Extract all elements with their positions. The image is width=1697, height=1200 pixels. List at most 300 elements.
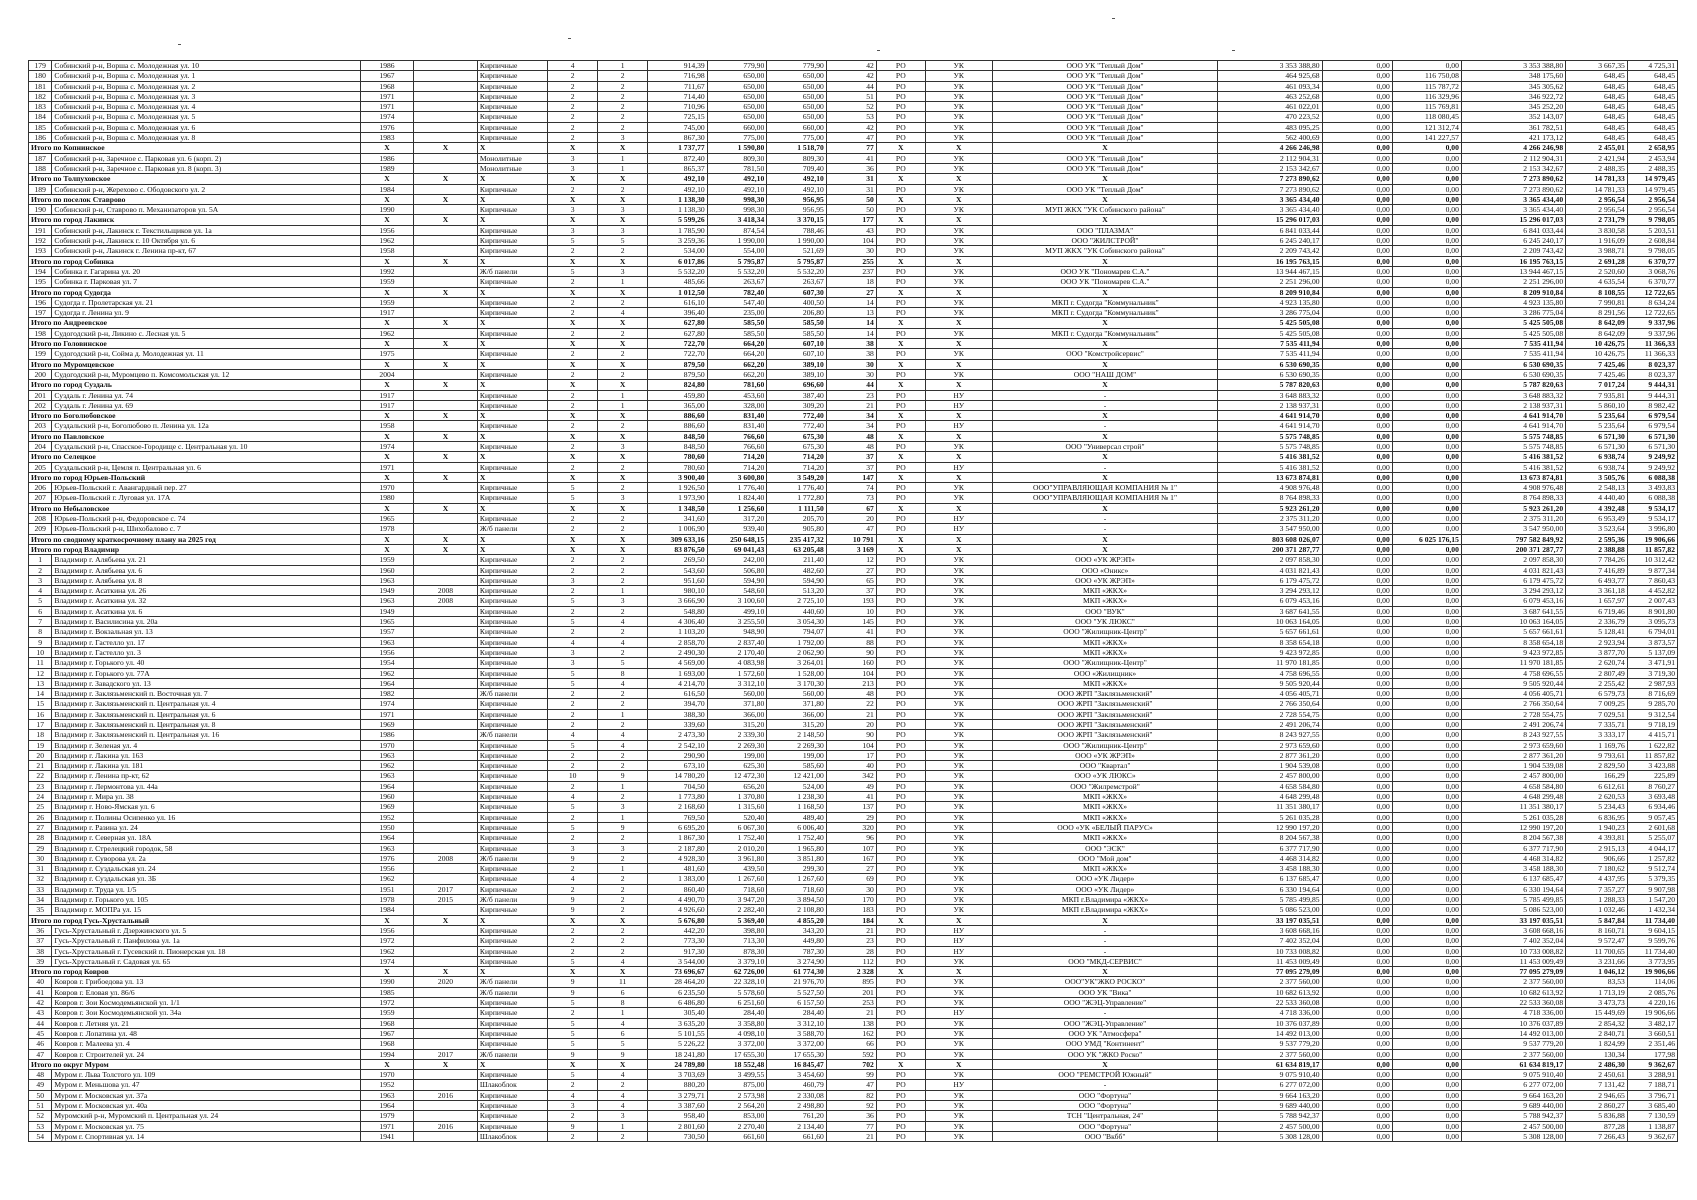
cell-no: 30 [29,853,52,863]
cell-ent: X [598,411,648,421]
cell-f3: 6 179 475,72 [1461,575,1565,585]
cell-f2: 0,00 [1392,215,1461,225]
cell-fl: 2 [548,709,598,719]
cell-addr: Судогодский р-н, Сойма д. Молодежная ул. 11 [52,349,361,359]
cell-liv: 664,20 [707,349,767,359]
cell-cost: 22 533 360,08 [1218,998,1322,1008]
scan-speck [178,44,181,45]
cell-form: РО [876,884,925,894]
cell-f2: 0,00 [1392,637,1461,647]
cell-form: РО [876,843,925,853]
cell-co: ООО УК "Теплый Дом" [992,91,1218,101]
cell-form: РО [876,637,925,647]
cell-repair [414,1111,478,1121]
cell-org: УК [925,1111,992,1121]
cell-wall: Кирпичные [477,81,547,91]
cell-year: 1951 [360,884,413,894]
cell-wall: Кирпичные [477,308,547,318]
cell-p1: 10 426,75 [1566,339,1628,349]
cell-fl: 2 [548,277,598,287]
cell-ent: 2 [598,369,648,379]
cell-year: 1979 [360,1111,413,1121]
cell-p1: 2 915,13 [1566,843,1628,853]
cell-liv: 1 824,40 [707,493,767,503]
cell-co: ООО УМД "Континент" [992,1039,1218,1049]
cell-org: УК [925,205,992,215]
cell-area: 534,00 [648,246,708,256]
cell-liv: 656,20 [707,781,767,791]
cell-repair [414,730,478,740]
cell-p1: 2 548,13 [1566,483,1628,493]
cell-wall: Кирпичные [477,514,547,524]
cell-cost: 16 195 763,15 [1218,256,1322,266]
cell-liv2: 1 990,00 [767,236,827,246]
cell-liv: 317,20 [707,514,767,524]
cell-form: РО [876,905,925,915]
cell-liv: 3 418,34 [707,215,767,225]
cell-co: МКП «ЖКХ» [992,802,1218,812]
cell-form: РО [876,328,925,338]
cell-res: 36 [826,1111,876,1121]
cell-no: 203 [29,421,52,431]
cell-fl: 9 [548,1049,598,1059]
cell-ent: 2 [598,71,648,81]
cell-f2: 0,00 [1392,503,1461,513]
cell-p2: 6 088,38 [1627,493,1677,503]
cell-f3: 4 923 135,80 [1461,297,1565,307]
cell-form: X [876,359,925,369]
cell-liv2: 1 776,40 [767,483,827,493]
cell-p2: 2 956,54 [1627,194,1677,204]
cell-cost: 562 400,69 [1218,133,1322,143]
cell-res: 342 [826,771,876,781]
cell-liv: 1 370,80 [707,792,767,802]
cell-f1: 0,00 [1322,534,1392,544]
cell-f1: 0,00 [1322,122,1392,132]
table-row [29,102,1678,112]
cell-liv: 1 990,00 [707,236,767,246]
cell-p1: 2 421,94 [1566,153,1628,163]
cell-form: РО [876,1121,925,1131]
cell-no: 1 [29,555,52,565]
cell-ent: 4 [598,637,648,647]
cell-cost: 7 535 411,94 [1218,339,1322,349]
cell-f2: 0,00 [1392,1080,1461,1090]
cell-cost: 2 491 206,74 [1218,720,1322,730]
cell-res: 22 [826,699,876,709]
cell-p2: 2 085,76 [1627,987,1677,997]
cell-p1: 2 946,65 [1566,1090,1628,1100]
cell-p2: 11 366,33 [1627,339,1677,349]
cell-addr: Муром г. Московская ул. 37а [52,1090,361,1100]
cell-f3: 3 687 641,55 [1461,606,1565,616]
cell-area: 5 101,55 [648,1028,708,1038]
cell-cost: 6 277 072,00 [1218,1080,1322,1090]
cell-liv: 506,80 [707,565,767,575]
cell-addr: Ковров г. Еловая ул. 86/6 [52,987,361,997]
cell-year: 1972 [360,936,413,946]
cell-no: 49 [29,1080,52,1090]
cell-f2: 0,00 [1392,709,1461,719]
table-row [29,792,1678,802]
cell-org: НУ [925,462,992,472]
cell-no: 191 [29,225,52,235]
cell-liv2: 400,50 [767,297,827,307]
cell-co: X [992,411,1218,421]
cell-liv2: 650,00 [767,102,827,112]
cell-wall: X [477,339,547,349]
cell-f2: 0,00 [1392,380,1461,390]
cell-f1: 0,00 [1322,740,1392,750]
cell-fl: 2 [548,1111,598,1121]
cell-f3: 4 641 914,70 [1461,421,1565,431]
cell-fl: 2 [548,689,598,699]
cell-liv: 1 572,60 [707,668,767,678]
cell-co: ООО УК "Теплый Дом" [992,112,1218,122]
cell-form: X [876,534,925,544]
cell-form: X [876,194,925,204]
table-row [29,627,1678,637]
cell-p2: 8 023,37 [1627,359,1677,369]
cell-fl: 2 [548,936,598,946]
cell-f3: 13 673 874,81 [1461,472,1565,482]
cell-f2: 0,00 [1392,1111,1461,1121]
cell-fl: 2 [548,925,598,935]
cell-p1: 3 830,58 [1566,225,1628,235]
cell-repair [414,575,478,585]
cell-addr: Гусь-Хрустальный г. Гусевский п. Пионерская ул. 18 [52,946,361,956]
cell-addr: Владимир г. Горького ул. 105 [52,895,361,905]
cell-fl: 3 [548,575,598,585]
cell-p2: 9 599,76 [1627,936,1677,946]
cell-f2: 0,00 [1392,689,1461,699]
cell-f3: 8 358 654,18 [1461,637,1565,647]
cell-wall: X [477,411,547,421]
cell-co: - [992,1080,1218,1090]
cell-fl: 2 [548,308,598,318]
cell-year: 1975 [360,349,413,359]
cell-addr: Юрьев-Польский г. Авангардный пер. 27 [52,483,361,493]
cell-addr: Владимир г. МОПРа ул. 15 [52,905,361,915]
cell-f2: 0,00 [1392,514,1461,524]
cell-org: УК [925,102,992,112]
table-row [29,586,1678,596]
cell-year: 1967 [360,71,413,81]
cell-form: РО [876,441,925,451]
cell-addr: Итого по город Юрьев-Польский [29,472,361,482]
cell-addr: Владимир г. Заклязьменский п. Восточная ул. 7 [52,689,361,699]
cell-f3: 5 086 523,00 [1461,905,1565,915]
cell-area: 4 214,70 [648,678,708,688]
cell-p2: 3 471,91 [1627,658,1677,668]
cell-area: 309 633,16 [648,534,708,544]
cell-cost: 7 402 352,04 [1218,936,1322,946]
cell-co: X [992,174,1218,184]
cell-wall: Кирпичные [477,946,547,956]
cell-res: 18 [826,277,876,287]
cell-cost: 3 547 950,00 [1218,524,1322,534]
cell-fl: 2 [548,699,598,709]
cell-res: 77 [826,1121,876,1131]
cell-p1: 906,66 [1566,853,1628,863]
cell-form: РО [876,71,925,81]
cell-liv: 650,00 [707,71,767,81]
cell-year: 1984 [360,905,413,915]
cell-f1: 0,00 [1322,1080,1392,1090]
cell-repair [414,153,478,163]
cell-fl: 9 [548,853,598,863]
cell-wall: Кирпичные [477,246,547,256]
cell-form: РО [876,308,925,318]
table-row [29,61,1678,71]
cell-year: 1976 [360,122,413,132]
cell-org: УК [925,369,992,379]
subtotal-row [29,452,1678,462]
cell-ent: X [598,431,648,441]
cell-liv2: 2 498,80 [767,1100,827,1110]
cell-year: 1974 [360,441,413,451]
cell-co: ООО "Мой дом" [992,853,1218,863]
cell-cost: 6 245 240,17 [1218,236,1322,246]
cell-f3: 5 787 820,63 [1461,380,1565,390]
cell-ent: 4 [598,1090,648,1100]
cell-org: X [925,287,992,297]
cell-area: 6 695,20 [648,822,708,832]
cell-ent: 4 [598,308,648,318]
cell-res: 48 [826,689,876,699]
cell-liv2: 2 330,08 [767,1090,827,1100]
cell-ent: X [598,215,648,225]
cell-liv: 809,30 [707,153,767,163]
cell-repair [414,761,478,771]
cell-f3: 3 458 188,30 [1461,864,1565,874]
cell-no: 192 [29,236,52,246]
table-row [29,400,1678,410]
cell-repair [414,987,478,997]
cell-wall: Кирпичные [477,400,547,410]
cell-f1: 0,00 [1322,441,1392,451]
cell-form: X [876,256,925,266]
cell-wall: X [477,544,547,554]
cell-form: РО [876,1090,925,1100]
cell-year: 1986 [360,153,413,163]
cell-addr: Владимир г. Василисина ул. 20а [52,617,361,627]
cell-f1: 0,00 [1322,81,1392,91]
cell-liv: 714,20 [707,462,767,472]
cell-ent: 2 [598,565,648,575]
cell-repair [414,925,478,935]
cell-liv2: 660,00 [767,122,827,132]
cell-f2: 0,00 [1392,369,1461,379]
cell-form: РО [876,297,925,307]
subtotal-row [29,503,1678,513]
cell-f3: 3 608 668,16 [1461,925,1565,935]
cell-p1: 5 847,84 [1566,915,1628,925]
cell-form: РО [876,792,925,802]
cell-addr: Судогодский р-н, Муромцево п. Комсомольская ул. 12 [52,369,361,379]
cell-p1: 3 473,73 [1566,998,1628,1008]
cell-res: 43 [826,225,876,235]
cell-form: РО [876,874,925,884]
cell-year: 1956 [360,647,413,657]
cell-addr: Итого по город Гусь-Хрустальный [29,915,361,925]
cell-fl: 3 [548,658,598,668]
cell-org: УК [925,441,992,451]
cell-addr: Итого по Павловское [29,431,361,441]
cell-f1: 0,00 [1322,493,1392,503]
cell-cost: 461 093,34 [1218,81,1322,91]
cell-org: X [925,359,992,369]
cell-wall: Ж/б панели [477,266,547,276]
table-row [29,524,1678,534]
cell-year: 1968 [360,1039,413,1049]
cell-area: 711,67 [648,81,708,91]
cell-no: 20 [29,750,52,760]
table-row [29,761,1678,771]
cell-cost: 33 197 035,51 [1218,915,1322,925]
cell-year: 1968 [360,1018,413,1028]
cell-cost: 2 457 500,00 [1218,1121,1322,1131]
cell-fl: X [548,318,598,328]
cell-f1: 0,00 [1322,71,1392,81]
cell-cost: 6 079 453,16 [1218,596,1322,606]
cell-p2: 6 979,54 [1627,411,1677,421]
cell-p1: 648,45 [1566,112,1628,122]
cell-org: УК [925,1039,992,1049]
table-row [29,277,1678,287]
cell-f3: 4 908 976,48 [1461,483,1565,493]
cell-addr: Владимир г. Алябьева ул. 6 [52,565,361,575]
cell-p1: 8 642,09 [1566,328,1628,338]
cell-year: 1971 [360,91,413,101]
cell-org: УК [925,1090,992,1100]
cell-repair [414,606,478,616]
subtotal-row [29,967,1678,977]
cell-org: УК [925,1100,992,1110]
cell-liv2: 3 264,01 [767,658,827,668]
cell-p1: 5 128,41 [1566,627,1628,637]
cell-liv2: 16 845,47 [767,1059,827,1069]
cell-addr: Владимир г. Асаткина ул. 32 [52,596,361,606]
cell-liv: 5 369,40 [707,915,767,925]
cell-f1: 0,00 [1322,895,1392,905]
cell-f1: 0,00 [1322,565,1392,575]
cell-org: УК [925,81,992,91]
cell-form: X [876,1059,925,1069]
cell-f1: 0,00 [1322,771,1392,781]
cell-f2: 0,00 [1392,586,1461,596]
cell-form: X [876,339,925,349]
cell-wall: Кирпичные [477,225,547,235]
cell-cost: 5 308 128,00 [1218,1131,1322,1141]
cell-org: НУ [925,936,992,946]
cell-f2: 0,00 [1392,874,1461,884]
cell-f2: 0,00 [1392,1008,1461,1018]
cell-area: 3 666,90 [648,596,708,606]
cell-co: ООО "ЖИЛСТРОЙ" [992,236,1218,246]
cell-no: 209 [29,524,52,534]
cell-f1: 0,00 [1322,617,1392,627]
table-row [29,1090,1678,1100]
cell-cost: 7 273 890,62 [1218,174,1322,184]
cell-form: РО [876,225,925,235]
cell-res: 88 [826,637,876,647]
cell-fl: 9 [548,905,598,915]
cell-area: 1 012,50 [648,287,708,297]
cell-form: РО [876,998,925,1008]
cell-form: РО [876,524,925,534]
cell-addr: Муромский р-н, Муромский п. Центральная ул. 24 [52,1111,361,1121]
cell-p2: 9 798,05 [1627,246,1677,256]
cell-form: РО [876,575,925,585]
cell-fl: 2 [548,586,598,596]
cell-p2: 12 722,65 [1627,287,1677,297]
cell-wall: X [477,380,547,390]
cell-repair [414,946,478,956]
cell-res: 38 [826,349,876,359]
cell-f3: 3 365 434,40 [1461,205,1565,215]
cell-repair [414,369,478,379]
cell-p1: 2 807,49 [1566,668,1628,678]
cell-fl: 4 [548,792,598,802]
cell-f1: 0,00 [1322,359,1392,369]
cell-form: РО [876,647,925,657]
cell-no: 194 [29,266,52,276]
cell-res: 895 [826,977,876,987]
cell-year: 1992 [360,266,413,276]
cell-year: 1969 [360,802,413,812]
cell-f3: 4 648 299,48 [1461,792,1565,802]
cell-co: ООО ЖРП "Заклязьменский" [992,699,1218,709]
cell-p1: 3 333,17 [1566,730,1628,740]
cell-f1: 0,00 [1322,1131,1392,1141]
cell-res: 30 [826,369,876,379]
cell-f2: 0,00 [1392,184,1461,194]
cell-res: 183 [826,905,876,915]
cell-co: МКП г.Владимира «ЖКХ» [992,905,1218,915]
table-row [29,184,1678,194]
cell-cost: 4 266 246,98 [1218,143,1322,153]
cell-year: 1963 [360,1090,413,1100]
cell-p2: 648,45 [1627,112,1677,122]
cell-wall: Кирпичные [477,205,547,215]
cell-liv: 948,90 [707,627,767,637]
cell-p2: 3 482,17 [1627,1018,1677,1028]
cell-area: 865,37 [648,163,708,173]
cell-repair: X [414,534,478,544]
cell-f2: 0,00 [1392,1039,1461,1049]
cell-f3: 11 453 009,49 [1461,956,1565,966]
cell-p2: 4 452,82 [1627,586,1677,596]
cell-addr: Суздальский р-н, Боголюбово п. Ленина ул. 12а [52,421,361,431]
cell-form: РО [876,596,925,606]
cell-f3: 6 079 453,16 [1461,596,1565,606]
cell-form: РО [876,133,925,143]
cell-area: 492,10 [648,174,708,184]
cell-area: 1 785,90 [648,225,708,235]
cell-res: 30 [826,359,876,369]
cell-no: 200 [29,369,52,379]
cell-cost: 61 634 819,17 [1218,1059,1322,1069]
cell-year: X [360,503,413,513]
cell-p1: 4 440,40 [1566,493,1628,503]
cell-p2: 6 370,77 [1627,277,1677,287]
cell-org: X [925,380,992,390]
cell-wall: Ж/б панели [477,689,547,699]
cell-cost: 6 841 033,44 [1218,225,1322,235]
cell-org: УК [925,71,992,81]
cell-year: 1941 [360,1131,413,1141]
